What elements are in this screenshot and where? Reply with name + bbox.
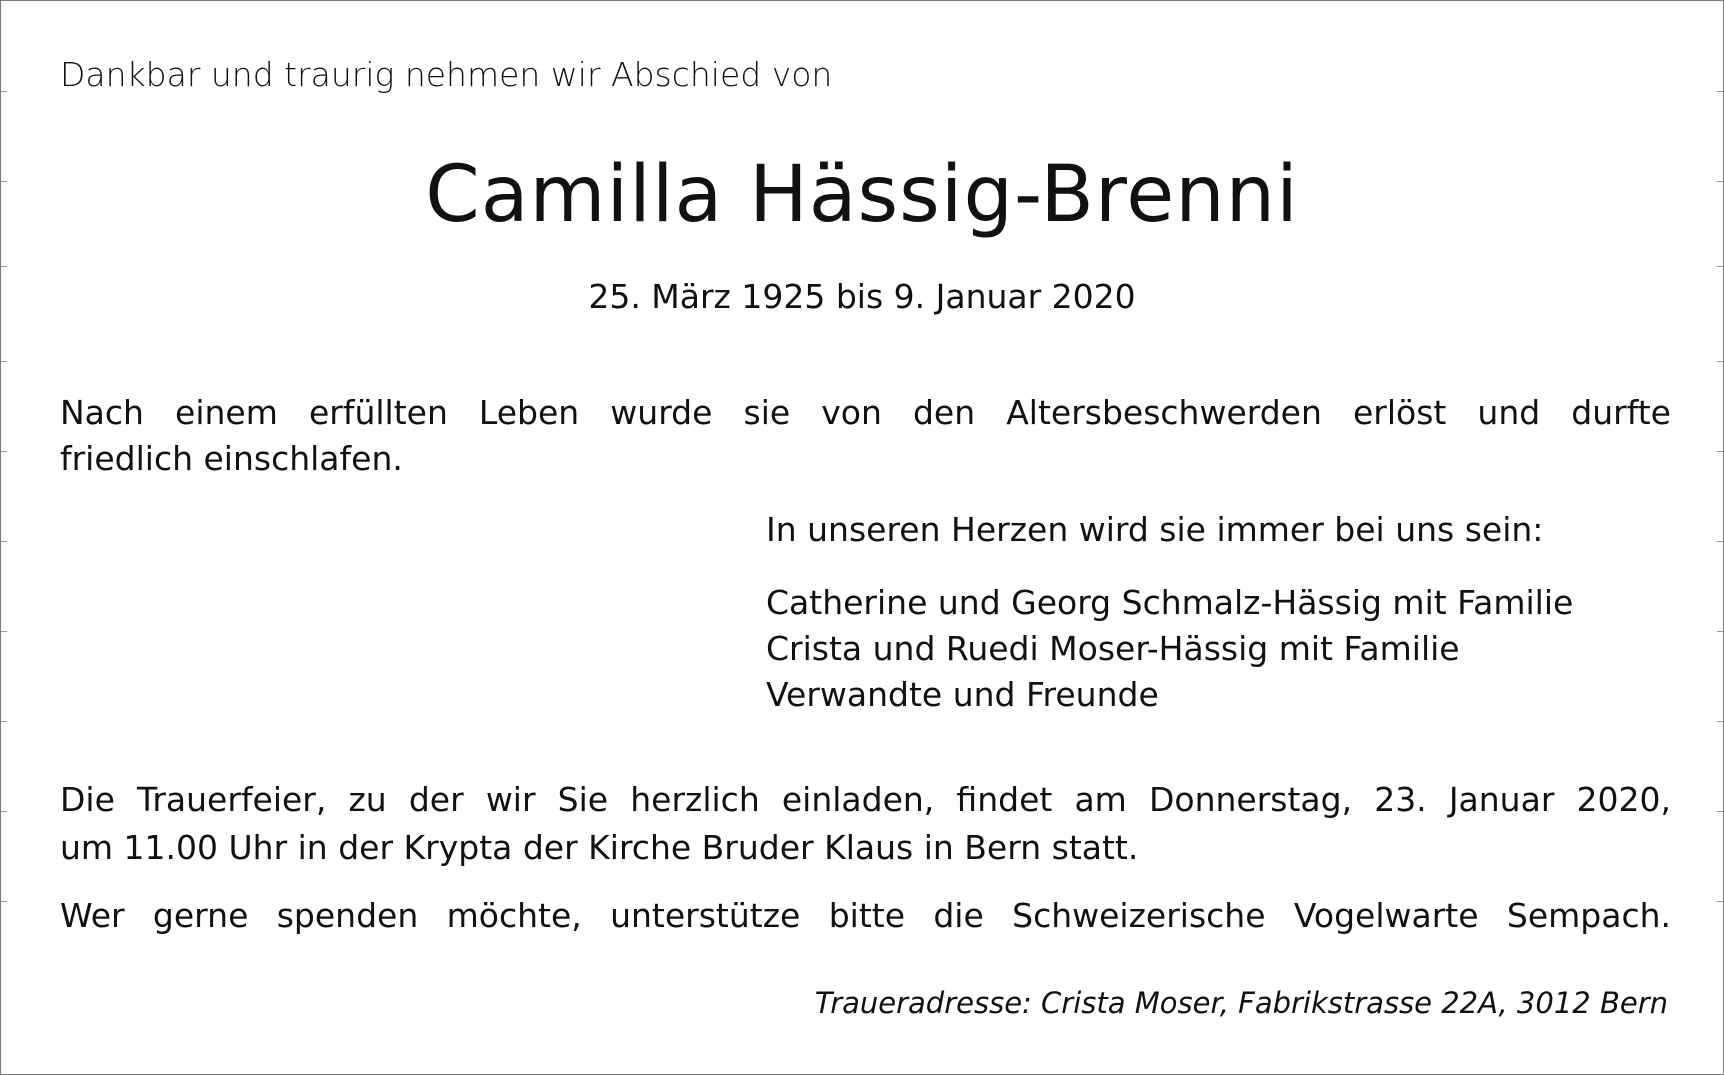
service-paragraph xyxy=(60,776,1671,872)
lead-line-2: friedlich einschlafen. xyxy=(60,439,403,478)
family-list xyxy=(766,580,1573,718)
frame-tick xyxy=(1,901,7,902)
life-dates: 25. März 1925 bis 9. Januar 2020 xyxy=(588,277,1136,316)
intro-text: Dankbar und traurig nehmen wir Abschied von xyxy=(60,55,833,94)
frame-tick xyxy=(1,721,7,722)
frame-tick xyxy=(1717,721,1723,722)
frame-tick xyxy=(1717,451,1723,452)
frame-tick xyxy=(1717,541,1723,542)
frame-tick xyxy=(1717,901,1723,902)
frame-tick xyxy=(1,541,7,542)
frame-tick xyxy=(1717,811,1723,812)
frame-tick xyxy=(1717,361,1723,362)
mourning-address: Traueradresse: Crista Moser, Fabrikstrasse 22A, 3012 Bern xyxy=(814,986,1668,1020)
service-line-2: um 11.00 Uhr in der Krypta der Kirche Bruder Klaus in Bern statt. xyxy=(60,828,1139,867)
frame-tick xyxy=(1,451,7,452)
frame-tick xyxy=(1,811,7,812)
family-member: Catherine und Georg Schmalz-Hässig mit Familie xyxy=(766,583,1574,622)
service-line-1: Die Trauerfeier, zu der wir Sie herzlich einladen, findet am Donnerstag, 23. Januar 2020, xyxy=(60,780,1671,819)
family-member: Verwandte und Freunde xyxy=(766,675,1159,714)
hearts-line: In unseren Herzen wird sie immer bei uns sein: xyxy=(766,510,1544,549)
deceased-name: Camilla Hässig-Brenni xyxy=(425,150,1299,240)
frame-tick xyxy=(1,266,7,267)
frame-tick xyxy=(1717,631,1723,632)
frame-tick xyxy=(1,361,7,362)
lead-paragraph xyxy=(60,390,1671,482)
family-member: Crista und Ruedi Moser-Hässig mit Familie xyxy=(766,629,1460,668)
lead-line-1: Nach einem erfüllten Leben wurde sie von den Altersbeschwerden erlöst und durfte xyxy=(60,393,1671,432)
frame-tick xyxy=(1,91,7,92)
frame-tick xyxy=(1717,91,1723,92)
donation-line: Wer gerne spenden möchte, unterstütze bitte die Schweizerische Vogelwarte Sempach. xyxy=(60,896,1671,935)
frame-tick xyxy=(1717,266,1723,267)
frame-tick xyxy=(1,631,7,632)
